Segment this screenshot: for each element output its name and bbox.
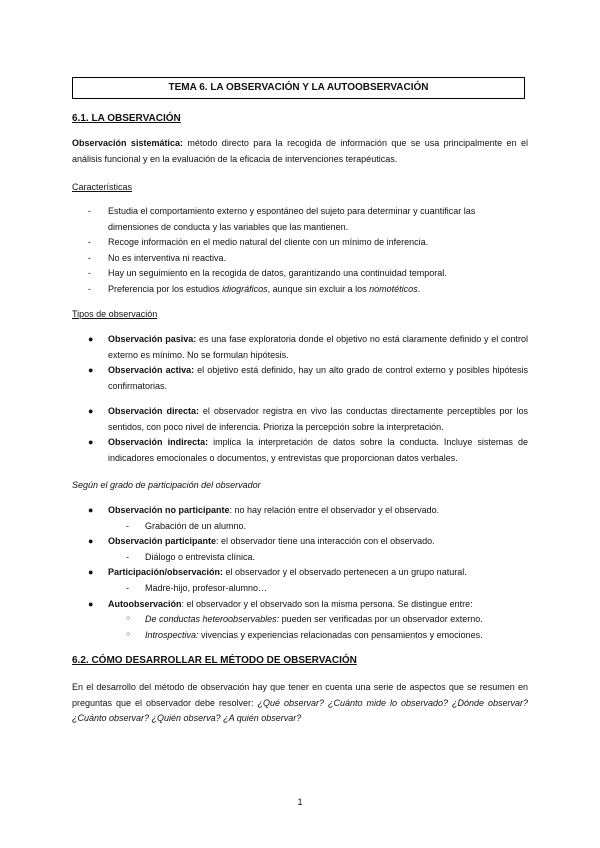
sub-list-item: ○ De conductas heteroobservables: pueden ser verificadas por un observador externo. — [126, 614, 483, 624]
list-item: ● Observación indirecta: implica la interpretación de datos sobre la conducta. Incluye sistemas de indicadores emocionales o documentos, y entrevistas que proporcionan datos verbales. — [88, 437, 528, 463]
list-item: ● Observación pasiva: es una fase exploratoria donde el objetivo no está claramente definido y el control externo es mínimo. No se formulan hipótesis. — [88, 334, 528, 360]
section-heading-metodo: 6.2. CÓMO DESARROLLAR EL MÉTODO DE OBSERVACIÓN — [72, 655, 357, 666]
list-item: ● Autoobservación: el observador y el observado son la misma persona. Se distingue entre: — [88, 599, 473, 609]
sub-list-item: - Madre-hijo, profesor-alumno… — [126, 583, 268, 593]
list-item: - Estudia el comportamiento externo y espontáneo del sujeto para determinar y cuantificar las dimensiones de conducta y las variables que las mantienen. — [88, 206, 476, 232]
list-item: ● Observación activa: el objetivo está definido, hay un alto grado de control externo y posibles hipótesis confirmatorias. — [88, 365, 528, 391]
document-title: TEMA 6. LA OBSERVACIÓN Y LA AUTOOBSERVACIÓN — [72, 77, 525, 99]
metodo-paragraph: En el desarrollo del método de observación hay que tener en cuenta una serie de aspectos que se resumen en preguntas que el observador debe resolver: ¿Qué observar? ¿Cuánto mide lo observado? ¿Dónde observar? ¿Cuánto observar? ¿Quién observa? ¿A quién observar? — [72, 682, 528, 723]
list-item: ● Observación no participante: no hay relación entre el observador y el observado. — [88, 505, 440, 515]
list-item: ● Participación/observación: el observador y el observado pertenecen a un grupo natural. — [88, 567, 467, 577]
section-heading-observacion: 6.1. LA OBSERVACIÓN — [72, 113, 181, 124]
sub-list-item: - Grabación de un alumno. — [126, 521, 247, 531]
participacion-heading: Según el grado de participación del observador — [72, 480, 261, 490]
list-item: - Recoge información en el medio natural del cliente con un mínimo de inferencia. — [88, 237, 429, 247]
list-item: ● Observación directa: el observador registra en vivo las conductas directamente perceptibles por los sentidos, con poco nivel de inferencia. Prioriza la percepción sobre la interpretación. — [88, 406, 528, 432]
definition-text: método directo para la recogida de información que se usa principalmente en el análisis funcional y en la evaluación de la eficacia de intervenciones terapéuticas. — [72, 138, 528, 164]
list-item: ● Observación participante: el observador tiene una interacción con el observado. — [88, 536, 435, 546]
list-item: - Preferencia por los estudios idiográficos, aunque sin excluir a los nomotéticos. — [88, 284, 421, 294]
tipos-heading: Tipos de observación — [72, 309, 158, 319]
sub-list-item: ○ Introspectiva: vivencias y experiencias relacionadas con pensamientos y emociones. — [126, 630, 483, 640]
page-number: 1 — [297, 797, 303, 807]
caracteristicas-heading: Características — [72, 182, 133, 192]
list-item: - No es interventiva ni reactiva. — [88, 253, 227, 263]
definition-paragraph — [72, 136, 528, 167]
definition-term: Observación sistemática: — [72, 138, 183, 148]
list-item: - Hay un seguimiento en la recogida de datos, garantizando una continuidad temporal. — [88, 268, 447, 278]
sub-list-item: - Diálogo o entrevista clínica. — [126, 552, 256, 562]
